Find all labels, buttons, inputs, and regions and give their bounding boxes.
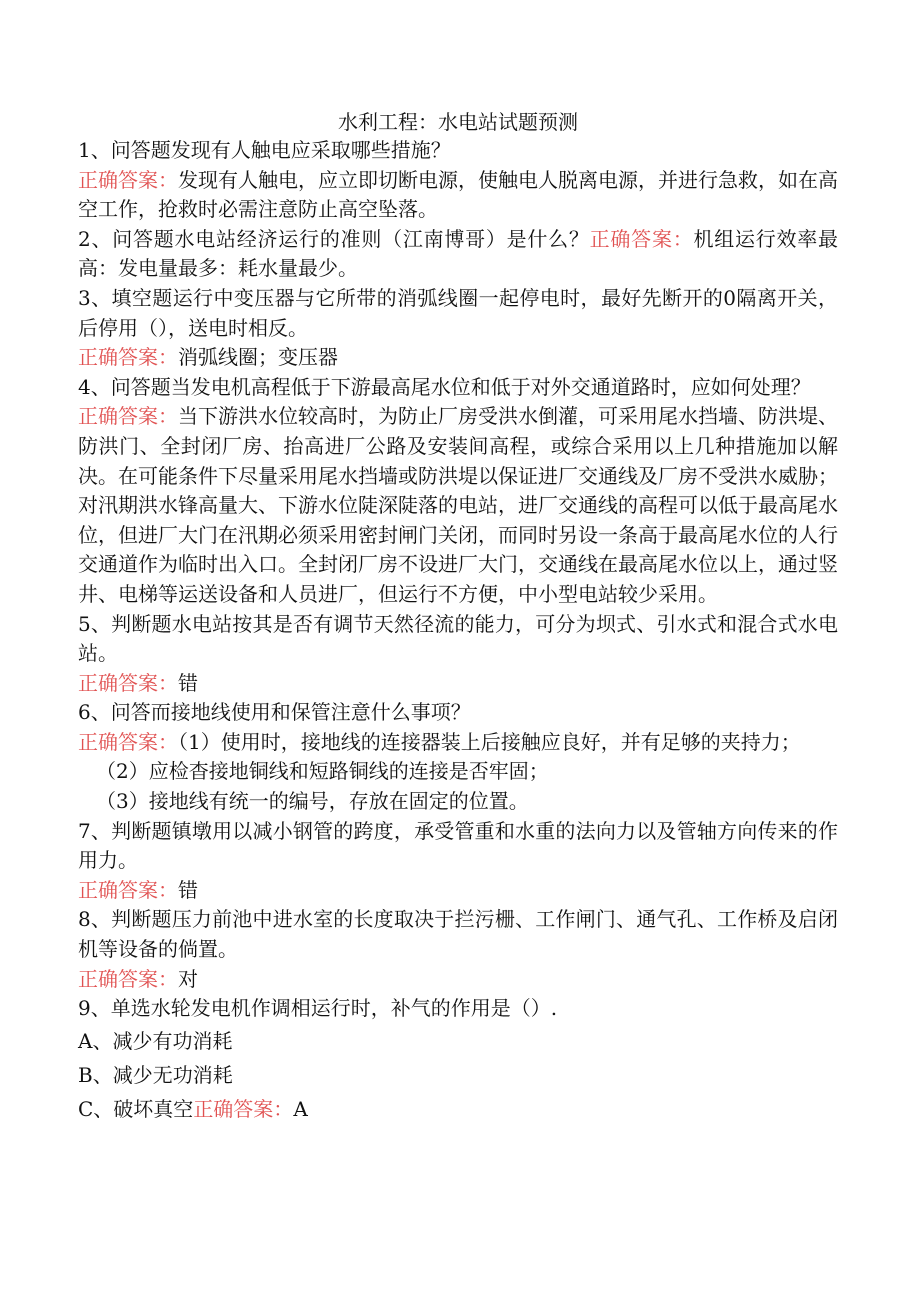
question-4 <box>78 373 838 610</box>
question-8-answer <box>78 965 838 995</box>
question-3-text: 3、填空题运行中变压器与它所带的消弧线圈一起停电时，最好先断开的0隔离开关，后停用（），送电时相反。 <box>78 285 838 340</box>
question-text: 2、问答题水电站经济运行的准则（江南博哥）是什么？ <box>78 226 590 251</box>
question-1-text: 1、问答题发现有人触电应采取哪些措施？ <box>78 138 451 162</box>
answer-text: 消弧线圈；变压器 <box>178 345 338 370</box>
question-9-option-a: A、减少有功消耗 <box>78 1028 233 1053</box>
question-7 <box>78 817 838 906</box>
answer-label: 正确答案： <box>78 404 178 429</box>
question-6-answer <box>78 728 838 758</box>
question-4-text: 4、问答题当发电机高程低于下游最高尾水位和低于对外交通道路时，应如何处理？ <box>78 374 811 399</box>
document-page <box>78 108 838 1126</box>
answer-label: 正确答案： <box>589 226 694 251</box>
question-5-text: 5、判断题水电站按其是否有调节天然径流的能力，可分为坝式、引水式和混合式水电站。 <box>78 611 838 666</box>
answer-text: （1）使用时，接地线的连接器装上后接触应良好，并有足够的夹持力； <box>178 729 801 754</box>
question-5 <box>78 610 838 699</box>
question-2 <box>78 225 838 284</box>
answer-text: 错 <box>178 670 198 695</box>
question-1-answer <box>78 166 838 225</box>
answer-label: 正确答案： <box>78 877 178 902</box>
question-6-answer-item-3: （3）接地线有统一的编号，存放在固定的位置。 <box>96 789 529 814</box>
answer-label: 正确答案： <box>78 729 178 754</box>
answer-text: 错 <box>178 877 198 902</box>
option-text: C、破坏真空 <box>78 1096 194 1121</box>
question-5-answer <box>78 669 838 699</box>
question-8-text: 8、判断题压力前池中进水室的长度取决于拦污栅、工作闸门、通气孔、工作桥及启闭机等设备的倘置。 <box>78 907 838 962</box>
answer-label: 正确答案： <box>78 167 178 192</box>
question-9-text: 9、单选水轮发电机作调相运行时，补气的作用是（）. <box>78 996 558 1021</box>
question-9-option-b: B、减少无功消耗 <box>78 1062 233 1087</box>
question-6-text: 6、问答而接地线使用和保管注意什么事项？ <box>78 700 471 725</box>
question-7-answer <box>78 876 838 906</box>
answer-text: 当下游洪水位较高时，为防止厂房受洪水倒灌，可采用尾水挡墙、防洪堤、防洪门、全封闭厂房、抬高进厂公路及安装间高程，或综合采用以上几种措施加以解决。在可能条件下尽量采用尾水挡墙或防洪堤以保证进厂交通线及厂房不受洪水威胁；对汛期洪水锋高量大、下游水位陡深陡落的电站，进厂交通线的高程可以低于最高尾水位，但进厂大门在汛期必须采用密封闸门关闭，而同时另设一条高于最高尾水位的人行交通道作为临时出入口。全封闭厂房不设进厂大门，交通线在最高尾水位以上，通过竖井、电梯等运送设备和人员进厂，但运行不方便，中小型电站较少采用。 <box>78 404 838 606</box>
answer-label: 正确答案： <box>193 1096 294 1121</box>
answer-text: 对 <box>178 966 198 991</box>
answer-label: 正确答案： <box>78 966 178 991</box>
question-7-text: 7、判断题镇墩用以减小钢管的跨度，承受管重和水重的法向力以及管轴方向传来的作用力。 <box>78 818 838 873</box>
question-3-answer <box>78 343 838 373</box>
question-9-option-c <box>78 1092 838 1126</box>
question-6-answer-item-2: （2）应检杳接地铜线和短路铜线的连接是否牢固； <box>96 759 549 784</box>
question-6 <box>78 698 838 816</box>
question-2-text <box>78 225 838 284</box>
question-8 <box>78 905 838 994</box>
question-1 <box>78 136 838 225</box>
document-title: 水利工程：水电站试题预测 <box>338 110 578 134</box>
answer-text: A <box>293 1096 308 1121</box>
answer-label: 正确答案： <box>78 670 178 695</box>
answer-text: 发现有人触电，应立即切断电源，使触电人脱离电源，并进行急救，如在高空工作，抢救时必需注意防止高空坠落。 <box>78 167 838 222</box>
question-3 <box>78 284 838 373</box>
answer-text: 机组运行效率最高：发电量最多：耗水量最少。 <box>78 226 839 281</box>
answer-label: 正确答案： <box>78 345 178 370</box>
question-9 <box>78 994 838 1126</box>
question-4-answer <box>78 402 838 609</box>
